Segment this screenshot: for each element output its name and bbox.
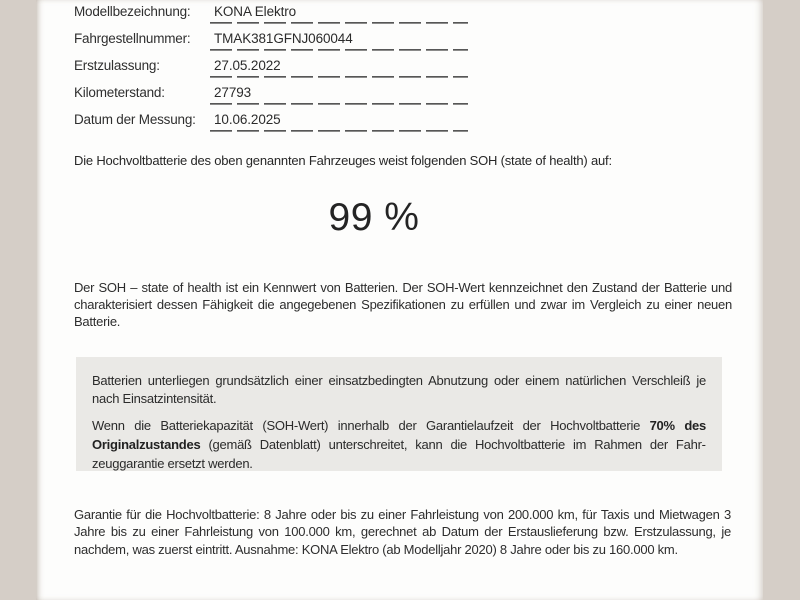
form-row-erstzulassung	[74, 55, 514, 82]
field-label: Modellbezeichnung:	[74, 4, 191, 19]
notice-paragraph-2-prefix: Wenn die Batteriekapazität (SOH-Wert) innerhalb der Garantielaufzeit der Hochvoltbatterie	[92, 418, 650, 433]
form-row-modellbezeichnung	[74, 1, 514, 28]
soh-definition-paragraph: Der SOH – state of health ist ein Kennwert von Batterien. Der SOH-Wert kennzeichnet den Zustand der Batterie und charakterisiert dessen Fähigkeit die angegebenen Spezifikationen zu erfüllen und zwar im Vergleich zu einer neuen Batterie.	[74, 280, 732, 329]
field-value: 27.05.2022	[214, 58, 281, 73]
document-page	[36, 0, 763, 600]
vehicle-data-form	[74, 1, 514, 136]
field-underline	[210, 28, 468, 51]
field-underline	[210, 109, 468, 132]
field-value: KONA Elektro	[214, 4, 297, 19]
notice-paragraph-2-suffix: (gemäß Datenblatt) unterschreitet, kann die Hochvoltbatterie im Rahmen der Fahrzeuggarantie ersetzt werden.	[92, 437, 706, 471]
form-row-datum-der-messung	[74, 109, 514, 136]
field-label: Fahrgestellnummer:	[74, 31, 191, 46]
field-value: TMAK381GFNJ060044	[214, 31, 353, 46]
field-label: Kilometerstand:	[74, 85, 165, 100]
field-underline	[210, 55, 468, 78]
field-label: Datum der Messung:	[74, 112, 196, 127]
notice-paragraph-2	[92, 416, 706, 473]
field-value: 10.06.2025	[214, 112, 281, 127]
form-row-fahrgestellnummer	[74, 28, 514, 55]
notice-paragraph-1: Batterien unterliegen grundsätzlich einer einsatzbedingten Abnutzung oder einem natürlichen Verschleiß je nach Einsatzintensität.	[92, 373, 706, 406]
warranty-notice-box	[76, 357, 722, 471]
field-underline	[210, 1, 468, 24]
soh-value: 99 %	[328, 196, 420, 239]
warranty-terms-paragraph: Garantie für die Hochvoltbatterie: 8 Jahre oder bis zu einer Fahrleistung von 200.000 km, für Taxis und Mietwagen 3 Jahre bis zu einer Fahrleistung von 100.000 km, gerechnet ab Datum der Erstauslieferung bzw. Erstzulassung, je nachdem, was zuerst eintritt. Ausnahme: KONA Elektro (ab Modelljahr 2020) 8 Jahre oder bis zu 160.000 km.	[74, 507, 731, 557]
form-row-kilometerstand	[74, 82, 514, 109]
field-label: Erstzulassung:	[74, 58, 160, 73]
field-value: 27793	[214, 85, 252, 100]
notice-paragraph-2-bold: 70% des Originalzustandes	[92, 418, 706, 452]
soh-intro-line: Die Hochvoltbatterie des oben genannten Fahrzeuges weist folgenden SOH (state of health) auf:	[74, 153, 612, 168]
field-underline	[210, 82, 468, 105]
